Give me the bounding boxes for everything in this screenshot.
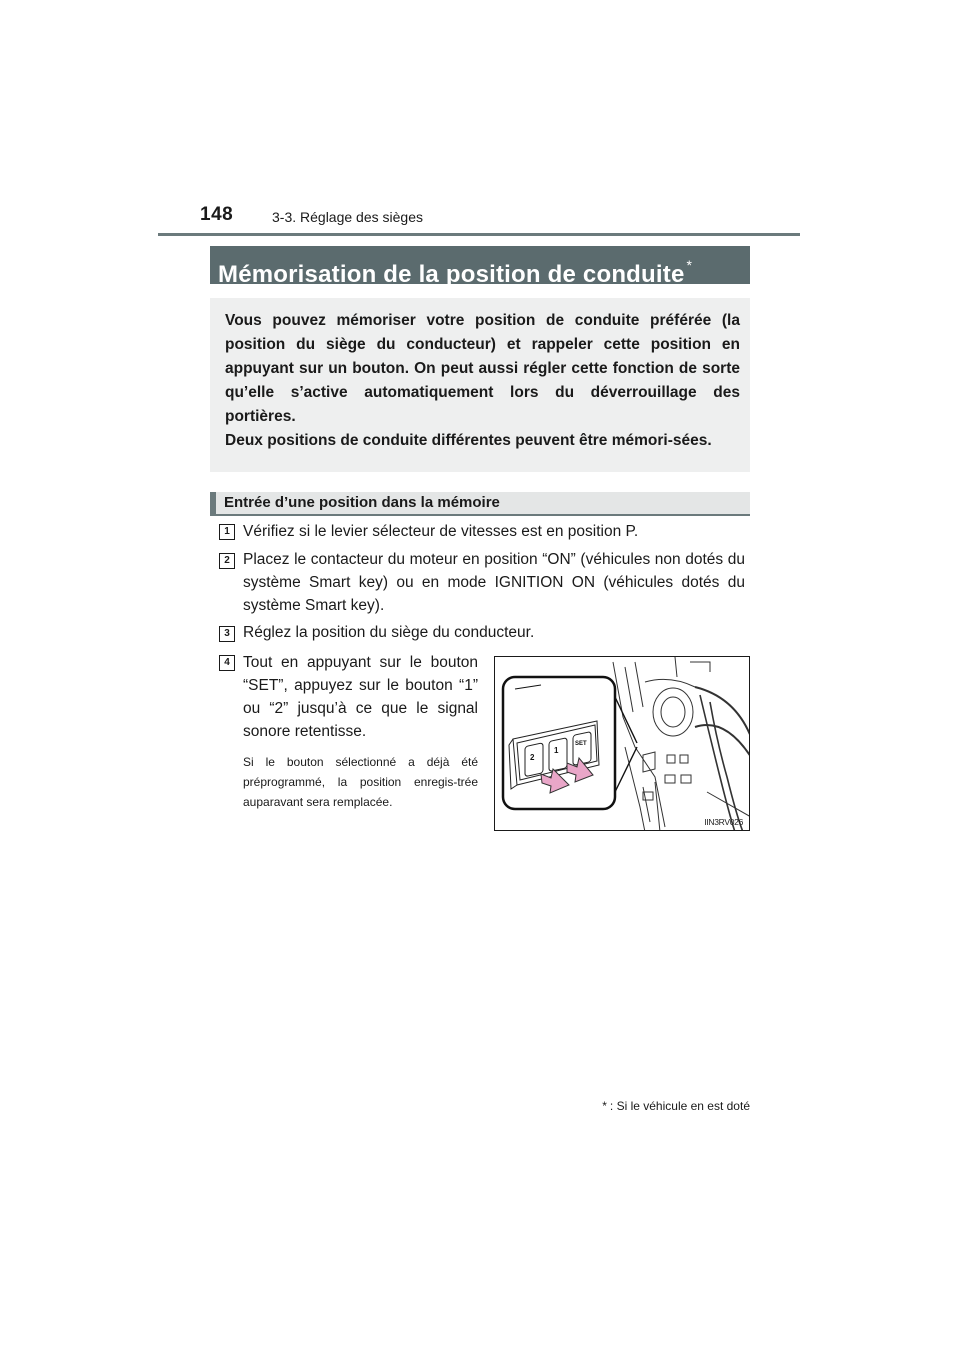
subheading-text: Entrée d’une position dans la mémoire: [224, 494, 500, 511]
button-label-set: SET: [575, 741, 587, 747]
section-title: 3-3. Réglage des sièges: [272, 209, 423, 225]
button-label-2: 2: [530, 753, 535, 762]
footnote: [588, 1099, 750, 1113]
step-note: Si le bouton sélectionné a déjà été préprogrammé, la position enregis-trée auparavant sera remplacée.: [243, 755, 478, 809]
page-title-text: Mémorisation de la position de conduite: [218, 261, 685, 288]
intro-paragraph-2: Deux positions de conduite différentes peuvent être mémori-sées.: [225, 432, 712, 449]
header-rule: [158, 233, 800, 236]
subheading: [210, 492, 750, 516]
step-number-1: 1: [219, 524, 235, 540]
page-number: 148: [200, 204, 234, 225]
step-number-4: 4: [219, 655, 235, 671]
memory-switch-illustration: [495, 657, 750, 831]
intro-paragraph-1: Vous pouvez mémoriser votre position de conduite préférée (la position du siège du conducteur) et rappeler cette position en appuyant sur un bouton. On peut aussi régler cette fonction de sorte qu’elle s’active automatiquement lors du déverrouillage des portières.: [225, 312, 740, 425]
asterisk-icon: *: [686, 257, 693, 273]
illustration-memory-buttons: [494, 656, 750, 831]
page-title: [210, 246, 750, 288]
step-text-4: Tout en appuyant sur le bouton “SET”, appuyez sur le bouton “1” ou “2” jusqu’à ce que le signal sonore retentisse.: [243, 654, 478, 740]
footnote-text: : Si le véhicule en est doté: [609, 1099, 750, 1113]
step-text-2: Placez le contacteur du moteur en position “ON” (véhicules non dotés du système Smart key) ou en mode IGNITION ON (véhicules dotés du système Smart key).: [243, 551, 745, 614]
illustration-code: IIN3RV026: [704, 817, 743, 827]
step-number-2: 2: [219, 553, 235, 569]
step-text-3: Réglez la position du siège du conducteur.: [243, 624, 535, 641]
step-text-1: Vérifiez si le levier sélecteur de vitesses est en position P.: [243, 523, 639, 540]
asterisk-icon: *: [602, 1099, 607, 1113]
subheading-accent-bar: [210, 492, 216, 516]
step-number-3: 3: [219, 626, 235, 642]
intro-box: [210, 298, 750, 472]
button-label-1: 1: [554, 746, 559, 755]
